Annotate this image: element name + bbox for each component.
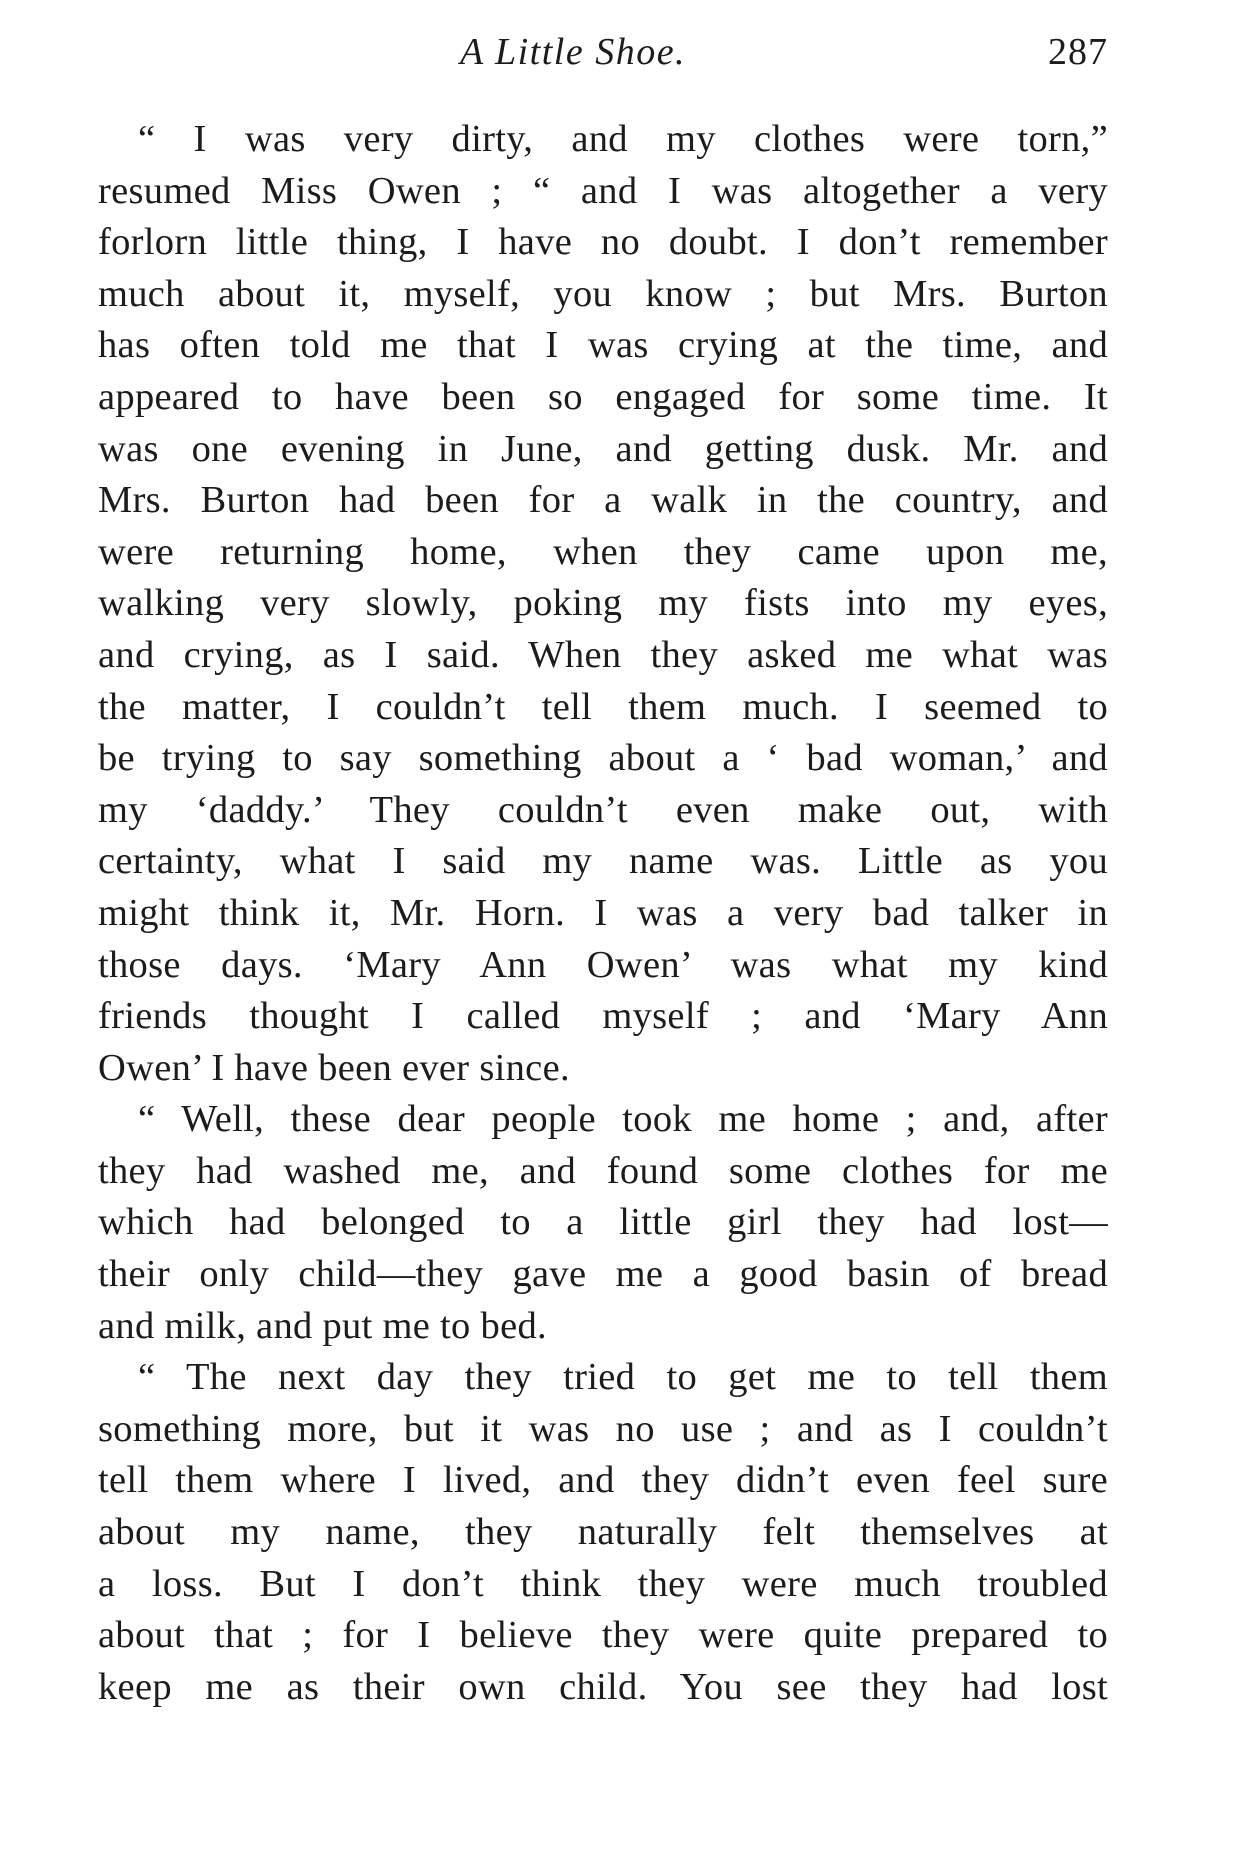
text-line: a loss. But I don’t think they were much troubled — [98, 1562, 1108, 1605]
paragraph — [98, 1094, 1108, 1352]
text-line: about my name, they naturally felt themselves at — [98, 1511, 1108, 1554]
text-line: might think it, Mr. Horn. I was a very bad talker in — [98, 891, 1108, 934]
text-line: Owen’ I have been ever since. — [98, 1046, 570, 1089]
running-header — [98, 22, 1108, 82]
text-line: much about it, myself, you know ; but Mrs. Burton — [98, 272, 1108, 315]
text-line: appeared to have been so engaged for some time. It — [98, 375, 1108, 418]
paragraph — [98, 114, 1108, 1094]
text-line: Mrs. Burton had been for a walk in the country, and — [98, 479, 1108, 522]
paragraph — [98, 1352, 1108, 1713]
running-title: A Little Shoe. — [459, 31, 687, 73]
text-line: tell them where I lived, and they didn’t even feel sure — [98, 1459, 1108, 1502]
text-line: “ Well, these dear people took me home ; and, after — [138, 1098, 1108, 1141]
text-line: resumed Miss Owen ; “ and I was altogether a very — [98, 169, 1108, 212]
text-line: has often told me that I was crying at the time, and — [98, 324, 1108, 367]
text-line: their only child—they gave me a good basin of bread — [98, 1253, 1108, 1296]
text-line: my ‘daddy.’ They couldn’t even make out, with — [98, 788, 1108, 831]
text-line: which had belonged to a little girl they had lost— — [98, 1201, 1108, 1244]
text-line: certainty, what I said my name was. Little as you — [98, 840, 1108, 883]
text-line: those days. ‘Mary Ann Owen’ was what my kind — [98, 943, 1108, 986]
text-line: was one evening in June, and getting dusk. Mr. and — [98, 427, 1108, 470]
text-line: the matter, I couldn’t tell them much. I seemed to — [98, 685, 1108, 728]
text-line: keep me as their own child. You see they had lost — [98, 1665, 1108, 1708]
text-line: friends thought I called myself ; and ‘Mary Ann — [98, 995, 1108, 1038]
text-line: forlorn little thing, I have no doubt. I don’t remember — [98, 221, 1108, 264]
text-line: “ The next day they tried to get me to tell them — [138, 1356, 1108, 1399]
text-line: and milk, and put me to bed. — [98, 1304, 547, 1347]
text-line: something more, but it was no use ; and as I couldn’t — [98, 1407, 1108, 1450]
text-line: about that ; for I believe they were quite prepared to — [98, 1614, 1108, 1657]
text-line: and crying, as I said. When they asked me what was — [98, 633, 1108, 676]
text-line: be trying to say something about a ‘ bad woman,’ and — [98, 737, 1108, 780]
text-line: walking very slowly, poking my fists into my eyes, — [98, 582, 1108, 625]
text-line: were returning home, when they came upon me, — [98, 530, 1108, 573]
body-text — [98, 114, 1108, 1713]
text-line: “ I was very dirty, and my clothes were torn,” — [138, 118, 1108, 160]
page-number: 287 — [1048, 31, 1108, 73]
text-line: they had washed me, and found some clothes for me — [98, 1149, 1108, 1192]
